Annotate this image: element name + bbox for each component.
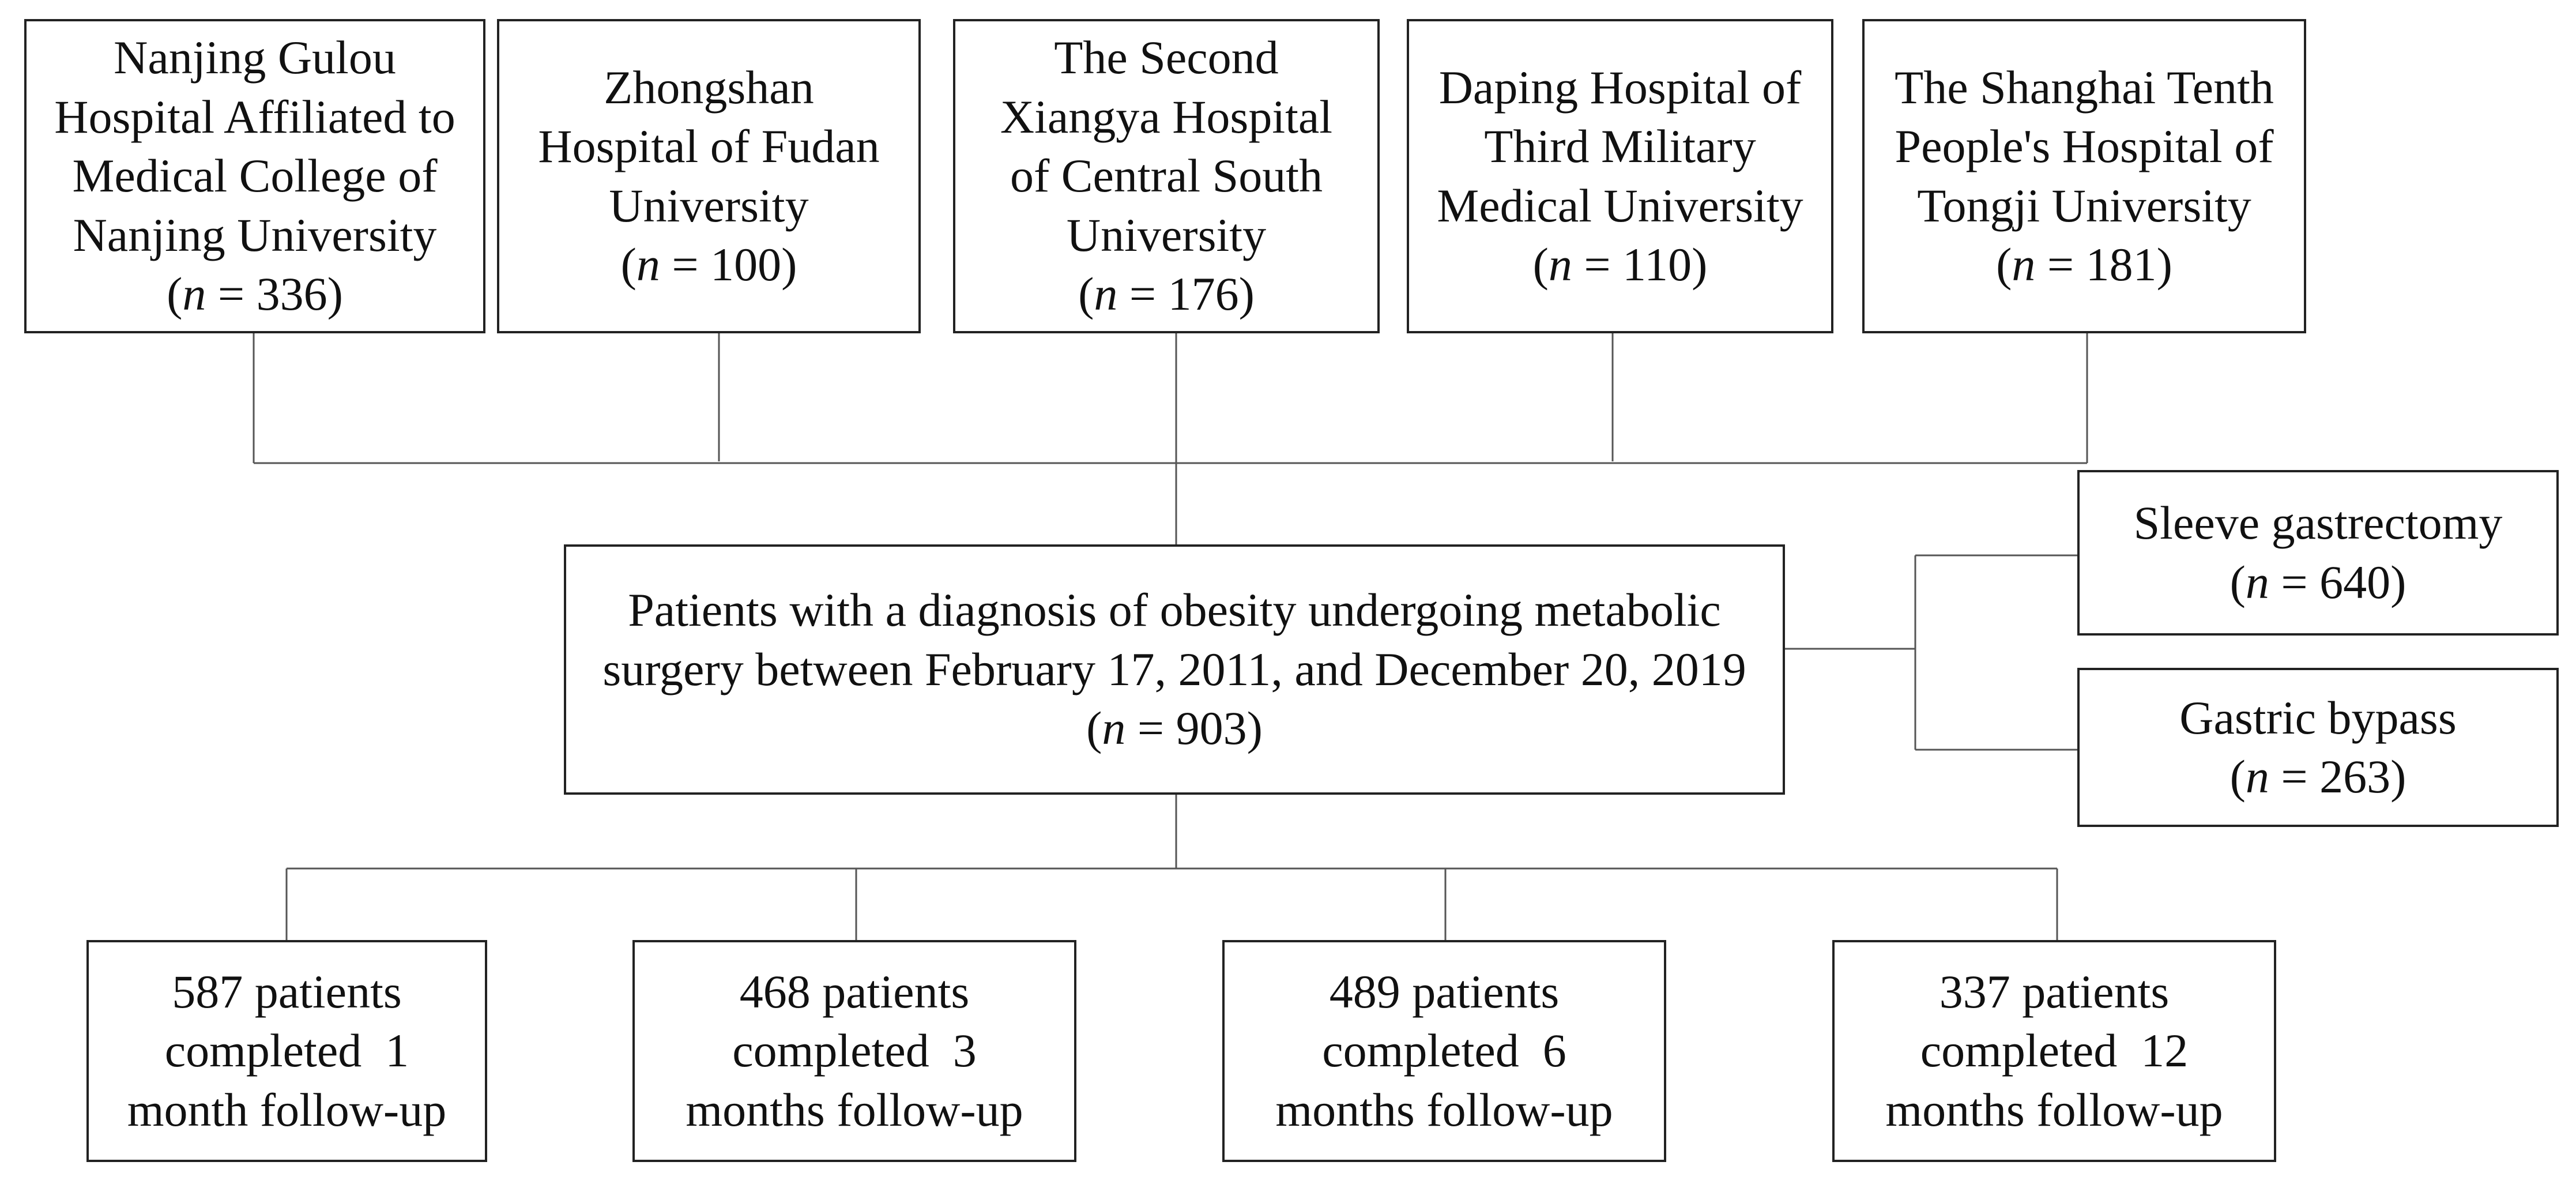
count-open-paren: ( (1996, 238, 2012, 291)
count-variable: n (1102, 702, 1126, 755)
followup-text-line: months follow-up (686, 1083, 1023, 1136)
count-variable: n (1548, 238, 1572, 291)
followup-text-line: months follow-up (1885, 1083, 2223, 1136)
central-text-line: Patients with a diagnosis of obesity undergoing metabolic (628, 584, 1721, 637)
count-value: = 903) (1125, 702, 1263, 755)
hospital-name-line: Nanjing Gulou (114, 31, 396, 84)
followup-text-line: month follow-up (127, 1083, 447, 1136)
followup-text-line: 587 patients (172, 965, 402, 1018)
count-value: = 100) (660, 238, 797, 291)
followup-box-3-months (632, 940, 1076, 1162)
hospital-name-line: Nanjing University (73, 208, 437, 261)
surgery-count (2230, 747, 2406, 807)
followup-text-line: completed 3 (732, 1024, 977, 1077)
count-value: = 176) (1117, 268, 1255, 321)
count-variable: n (2245, 555, 2269, 608)
hospital-name-line: University (609, 179, 809, 232)
central-text-line: surgery between February 17, 2011, and December 20, 2019 (602, 642, 1746, 695)
surgery-count (2230, 553, 2406, 612)
count-value: = 263) (2269, 750, 2406, 803)
hospital-count (1533, 235, 1708, 295)
surgery-box-gastric-bypass (2077, 668, 2559, 827)
count-value: = 110) (1572, 238, 1708, 291)
hospital-count (167, 265, 343, 324)
hospital-name-line: Medical University (1437, 179, 1803, 232)
hospital-name-line: Zhongshan (604, 61, 814, 114)
followup-text-line: 337 patients (1939, 965, 2170, 1018)
hospital-name-line: People's Hospital of (1895, 120, 2274, 172)
hospital-name-line: Medical College of (72, 149, 438, 202)
hospital-name-line: of Central South (1010, 149, 1323, 202)
surgery-label: Sleeve gastrectomy (2133, 497, 2503, 549)
hospital-name-line: The Second (1054, 31, 1279, 84)
count-value: = 640) (2269, 555, 2406, 608)
hospital-count (1078, 265, 1255, 324)
count-variable: n (182, 268, 206, 321)
followup-text-line: 468 patients (739, 965, 970, 1018)
followup-box-6-months (1222, 940, 1666, 1162)
hospital-box-second-xiangya (953, 19, 1380, 333)
hospital-box-zhongshan (497, 19, 921, 333)
hospital-box-daping (1407, 19, 1833, 333)
followup-text-line: completed 1 (164, 1024, 409, 1077)
count-value: = 181) (2035, 238, 2172, 291)
count-open-paren: ( (1078, 268, 1094, 321)
count-value: = 336) (206, 268, 343, 321)
hospital-count (1996, 235, 2172, 295)
count-open-paren: ( (620, 238, 637, 291)
hospital-name-line: University (1066, 208, 1267, 261)
hospital-name-line: The Shanghai Tenth (1895, 61, 2274, 114)
count-variable: n (2012, 238, 2036, 291)
hospital-box-shanghai-tenth (1862, 19, 2306, 333)
hospital-name-line: Third Military (1484, 120, 1756, 172)
count-open-paren: ( (167, 268, 183, 321)
central-count (1086, 699, 1263, 758)
followup-box-12-months (1832, 940, 2276, 1162)
count-variable: n (2245, 750, 2269, 803)
count-open-paren: ( (1532, 238, 1549, 291)
followup-text-line: 489 patients (1329, 965, 1560, 1018)
count-open-paren: ( (2229, 750, 2246, 803)
hospital-name-line: Xiangya Hospital (1000, 90, 1333, 143)
followup-box-1-month (86, 940, 487, 1162)
central-patients-box (564, 544, 1785, 795)
hospital-box-nanjing-gulou (24, 19, 485, 333)
hospital-name-line: Hospital Affiliated to (54, 90, 455, 143)
surgery-label: Gastric bypass (2179, 691, 2457, 744)
count-open-paren: ( (2229, 555, 2246, 608)
count-open-paren: ( (1086, 702, 1102, 755)
count-variable: n (1094, 268, 1118, 321)
followup-text-line: completed 6 (1322, 1024, 1566, 1077)
hospital-name-line: Daping Hospital of (1438, 61, 1802, 114)
followup-text-line: months follow-up (1275, 1083, 1613, 1136)
count-variable: n (636, 238, 660, 291)
followup-text-line: completed 12 (1920, 1024, 2189, 1077)
surgery-box-sleeve-gastrectomy (2077, 470, 2559, 636)
hospital-count (621, 235, 797, 295)
hospital-name-line: Hospital of Fudan (538, 120, 880, 172)
hospital-name-line: Tongji University (1917, 179, 2251, 232)
